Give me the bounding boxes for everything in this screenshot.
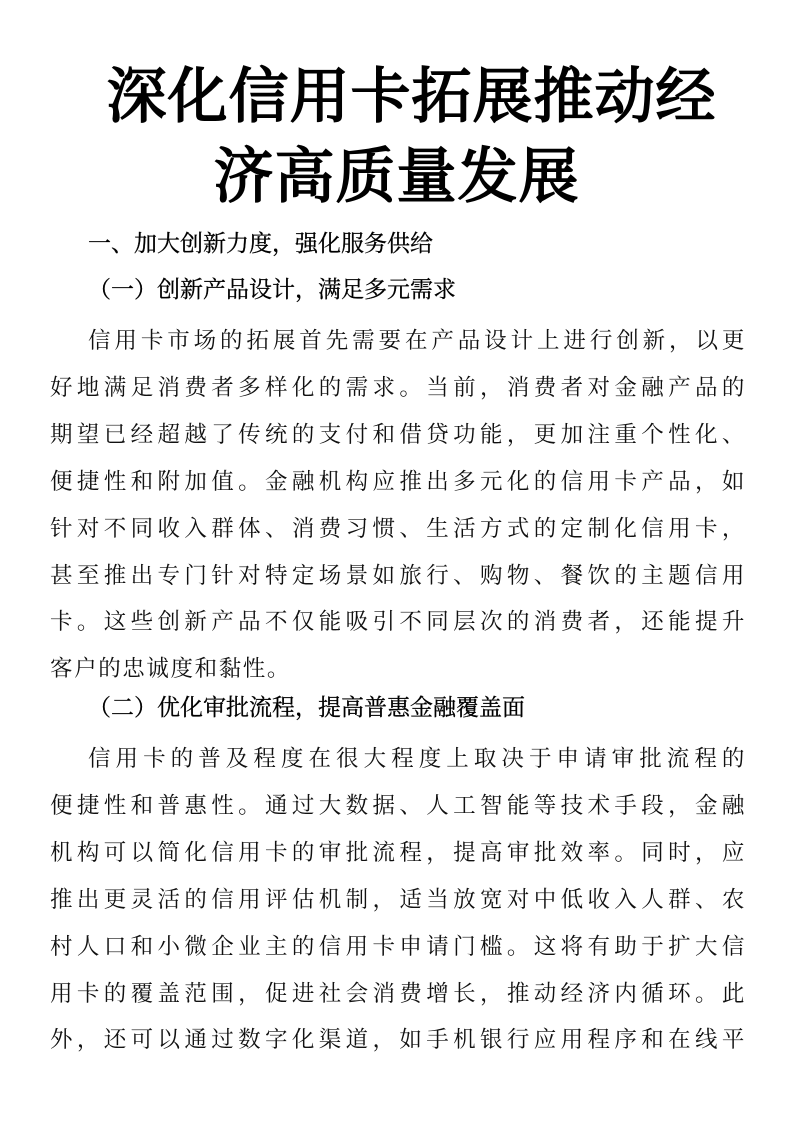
document-title-line-1: 深化信用卡拓展推动经: [106, 62, 717, 132]
paragraph-line: 信用卡市场的拓展首先需要在产品设计上进行创新，以更: [88, 328, 746, 354]
paragraph-2: [50, 736, 746, 1064]
paragraph-1: [50, 318, 746, 693]
paragraph-line: 推出更灵活的信用评估机制，适当放宽对中低收入人群、农: [50, 886, 746, 913]
subsection-heading-1: （一）创新产品设计，满足多元需求: [88, 277, 456, 303]
paragraph-line: 村人口和小微企业主的信用卡申请门槛。这将有助于扩大信: [50, 933, 746, 960]
document-title-line-2: 济高质量发展: [213, 142, 580, 212]
paragraph-line: 客户的忠诚度和黏性。: [50, 656, 292, 683]
paragraph-line: 用卡的覆盖范围，促进社会消费增长，推动经济内循环。此: [50, 980, 746, 1007]
paragraph-line: 针对不同收入群体、消费习惯、生活方式的定制化信用卡，: [50, 515, 746, 542]
section-heading-1: 一、加大创新力度，强化服务供给: [88, 231, 433, 257]
paragraph-line: 好地满足消费者多样化的需求。当前，消费者对金融产品的: [50, 374, 746, 401]
paragraph-line: 机构可以简化信用卡的审批流程，提高审批效率。同时，应: [50, 839, 746, 866]
paragraph-line: 甚至推出专门针对特定场景如旅行、购物、餐饮的主题信用: [50, 562, 746, 589]
paragraph-line: 卡。这些创新产品不仅能吸引不同层次的消费者，还能提升: [50, 609, 746, 636]
paragraph-line: 便捷性和普惠性。通过大数据、人工智能等技术手段，金融: [50, 792, 746, 819]
paragraph-line: 期望已经超越了传统的支付和借贷功能，更加注重个性化、: [50, 421, 746, 448]
subsection-heading-2: （二）优化审批流程，提高普惠金融覆盖面: [88, 695, 525, 721]
paragraph-line: 外，还可以通过数字化渠道，如手机银行应用程序和在线平: [50, 1027, 746, 1054]
paragraph-line: 信用卡的普及程度在很大程度上取决于申请审批流程的: [88, 746, 746, 772]
paragraph-line: 便捷性和附加值。金融机构应推出多元化的信用卡产品，如: [50, 468, 746, 495]
